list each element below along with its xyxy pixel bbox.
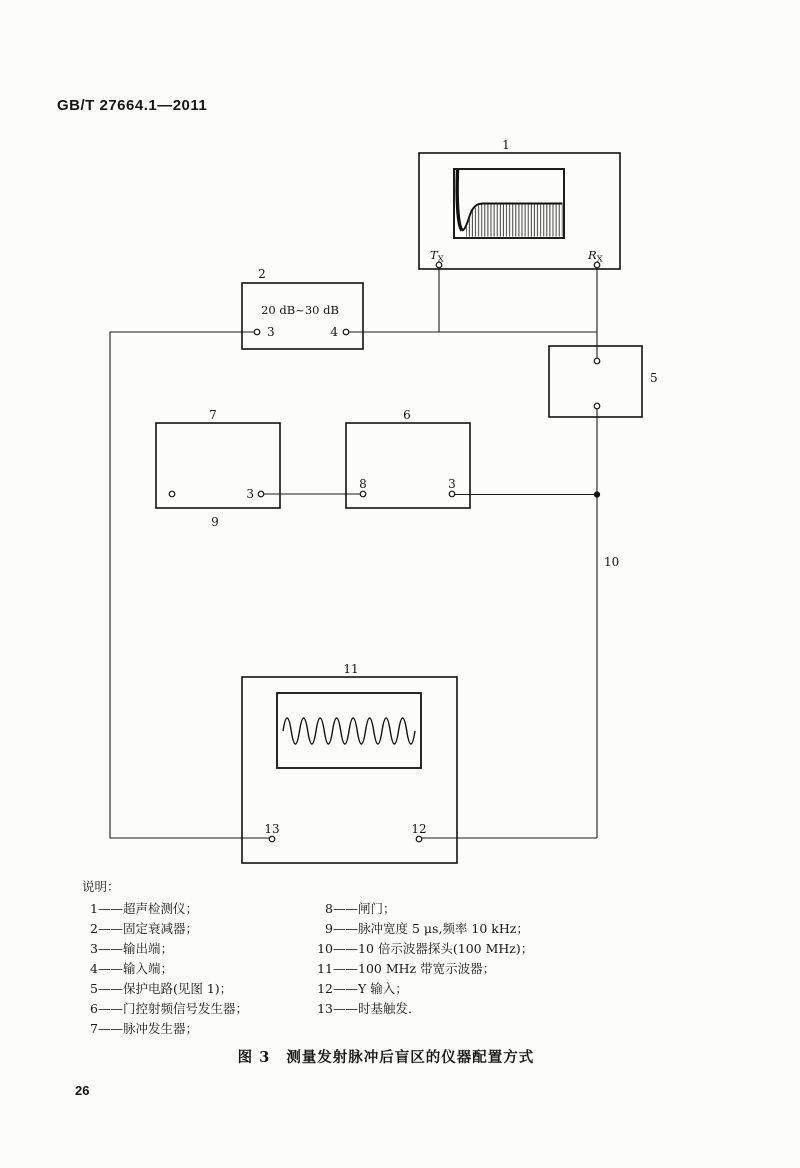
legend-item-8: 8——闸门； (325, 901, 396, 916)
legend-item-11: 11——100 MHz 带宽示波器； (317, 961, 496, 976)
pulsegen-out-terminal (258, 491, 264, 497)
legend-item-12: 12——Y 输入； (317, 981, 408, 996)
pulsegen-left-terminal (169, 491, 175, 497)
y-input-terminal-label: 12 (411, 822, 427, 836)
attenuator-in-terminal (254, 329, 260, 335)
legend-item-9: 9——脉冲宽度 5 μs,频率 10 kHz； (325, 921, 529, 936)
rx-label: $R_X$ (588, 248, 603, 265)
legend-item-13: 13——时基触发. (317, 1001, 412, 1016)
legend-item-10: 10——10 倍示波器探头(100 MHz)； (317, 941, 534, 956)
legend (82, 877, 534, 1036)
attenuator-label: 2 (258, 267, 266, 281)
attenuator-out-label: 4 (330, 325, 338, 339)
rfgen-gate-terminal (360, 491, 366, 497)
dead-zone-hatched-area (466, 204, 563, 237)
attenuation-range-text: 20 dB~30 dB (261, 303, 339, 317)
trigger-terminal-label: 13 (264, 822, 280, 836)
scope-y-input-terminal (416, 836, 422, 842)
figure-number: 图 3 (237, 1049, 271, 1066)
junction-dot (594, 491, 600, 497)
attenuator-in-label: 3 (267, 325, 275, 339)
legend-item-3: 3——输出端； (90, 941, 174, 956)
rfgen-out-label: 3 (448, 477, 456, 491)
figure-caption (0, 1046, 772, 1067)
legend-item-7: 7——脉冲发生器； (90, 1021, 199, 1036)
legend-column-right (317, 899, 533, 1019)
pulsegen-label: 7 (209, 408, 217, 422)
figure-title: 测量发射脉冲后盲区的仪器配置方式 (286, 1049, 535, 1066)
legend-title: 说明： (82, 879, 120, 894)
legend-item-5: 5——保护电路(见图 1)； (90, 981, 233, 996)
legend-item-1: 1——超声检测仪； (90, 901, 199, 916)
pulse-spec-label: 9 (211, 515, 219, 529)
scope-trigger-terminal (269, 836, 275, 842)
probe-wire-label: 10 (604, 555, 620, 569)
attenuator-out-terminal (343, 329, 349, 335)
legend-item-4: 4——输入端； (90, 961, 174, 976)
protection-top-terminal (594, 358, 600, 364)
page-number: 26 (75, 1083, 90, 1098)
rfgen-out-terminal (449, 491, 455, 497)
protection-label: 5 (650, 371, 658, 385)
standard-number-header: GB/T 27664.1—2011 (57, 97, 208, 114)
detector-screen (454, 169, 564, 238)
oscilloscope-screen (277, 693, 421, 768)
detector-label: 1 (502, 138, 510, 152)
rfgen-gate-label: 8 (359, 477, 367, 491)
protection-bottom-terminal (594, 403, 600, 409)
tx-label: $T_X$ (430, 248, 444, 265)
rfgen-label: 6 (403, 408, 411, 422)
legend-item-2: 2——固定衰减器； (90, 921, 199, 936)
oscilloscope-label: 11 (343, 662, 359, 676)
pulsegen-out-label: 3 (246, 487, 254, 501)
legend-column-left (82, 899, 248, 1039)
legend-item-6: 6——门控射频信号发生器； (90, 1001, 249, 1016)
